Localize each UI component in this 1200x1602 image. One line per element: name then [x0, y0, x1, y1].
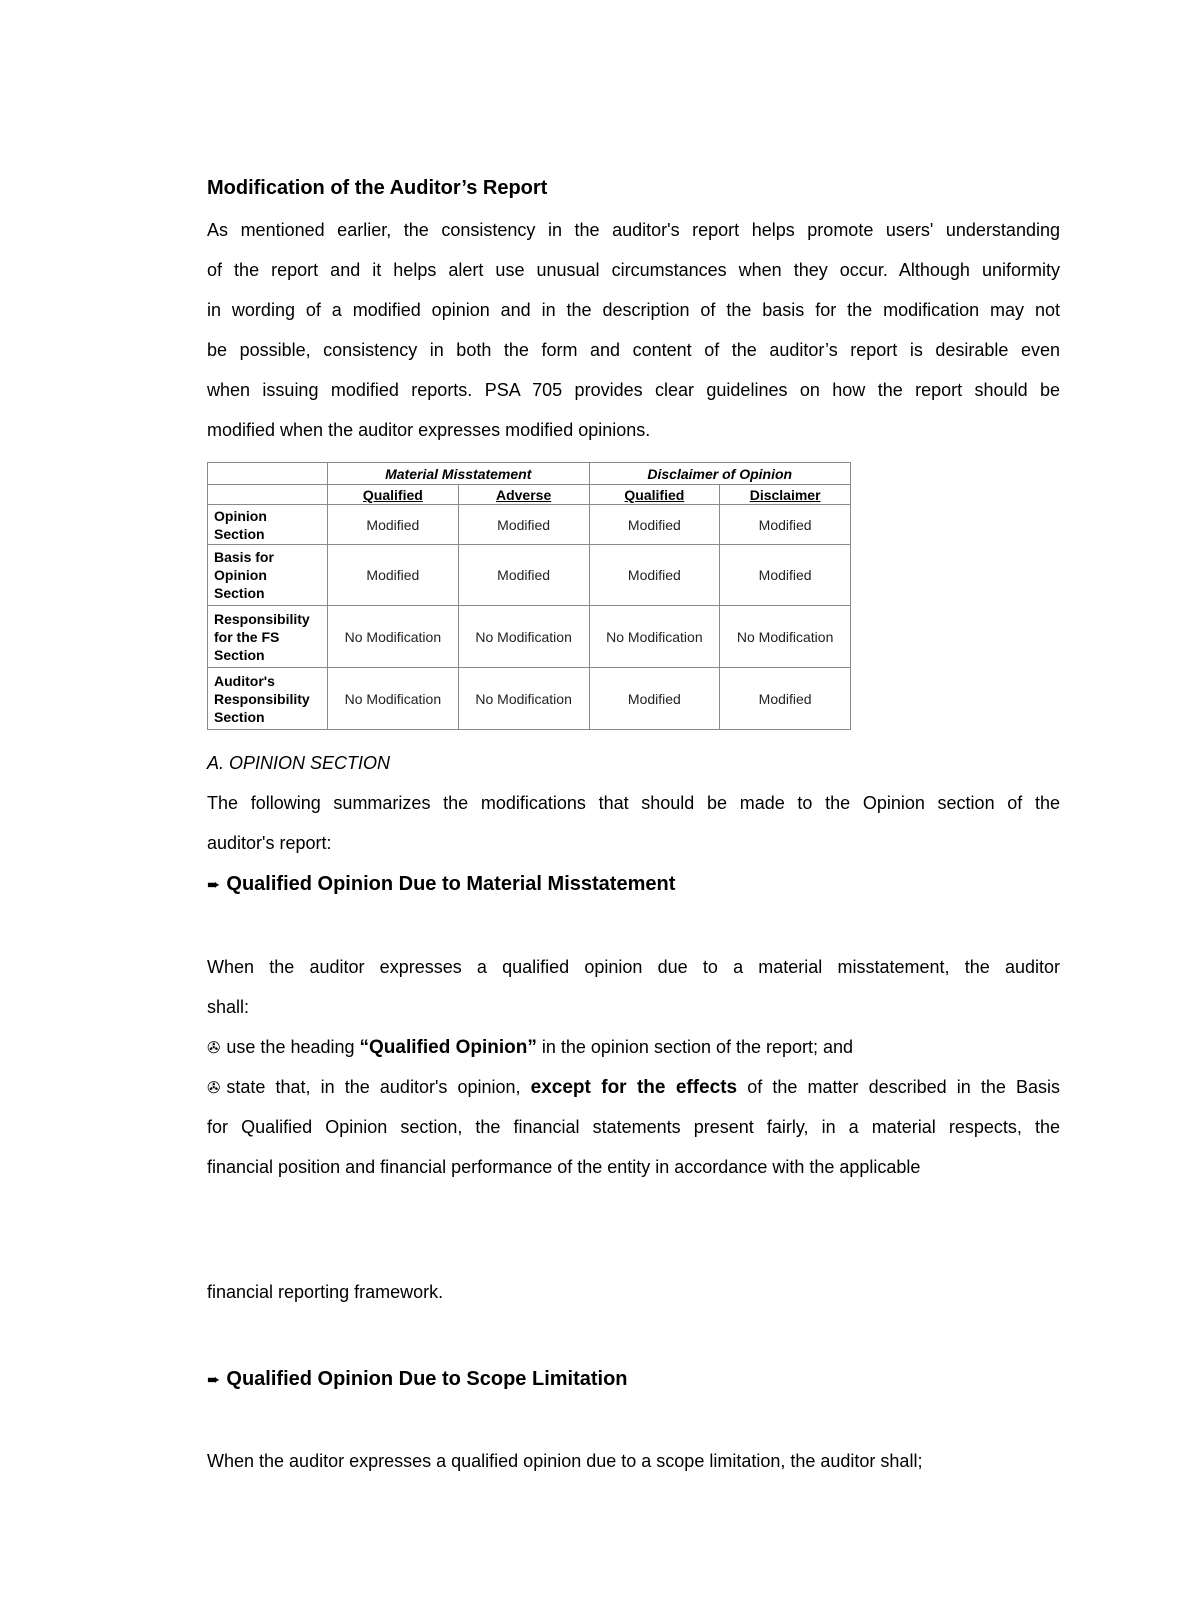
table-corner-cell	[208, 485, 328, 505]
subheader-adverse: Adverse	[458, 485, 589, 505]
table-cell: Modified	[720, 545, 851, 606]
modification-table	[207, 462, 851, 730]
row-label-line: Section	[214, 708, 265, 725]
table-group-row	[208, 463, 851, 485]
item-text-bold: “Qualified Opinion”	[359, 1037, 537, 1058]
arrow-bullet-icon: ➨	[207, 1372, 221, 1389]
intro-line-6: modified when the auditor expresses modified opinions.	[207, 420, 651, 440]
heading-text: Qualified Opinion Due to Material Misstatement	[226, 873, 676, 895]
intro-line-1: As mentioned earlier, the consistency in the auditor's report helps promote users' understanding	[207, 220, 1060, 240]
row-label-line: for the FS	[214, 628, 280, 645]
item-text-after: of the matter described in the Basis	[737, 1077, 1060, 1097]
table-row	[208, 545, 851, 606]
item-text-bold: except for the effects	[530, 1077, 738, 1098]
row-label-line: Section	[214, 585, 265, 601]
row-label	[208, 606, 328, 668]
row-label-line: Section	[214, 646, 265, 663]
intro-line-3: in wording of a modified opinion and in the description of the basis for the modification may not	[207, 300, 1060, 320]
scope-intro: When the auditor expresses a qualified opinion due to a scope limitation, the auditor shall;	[207, 1451, 923, 1471]
table-cell: Modified	[458, 545, 589, 606]
row-label-line: Basis for	[214, 549, 274, 565]
table-row	[208, 606, 851, 668]
section-title: Modification of the Auditor’s Report	[207, 177, 548, 199]
table-cell: No Modification	[328, 668, 459, 730]
item-text-after: in the opinion section of the report; and	[536, 1037, 854, 1057]
item-text-before: state that, in the auditor's opinion,	[226, 1077, 531, 1097]
row-label-line: Opinion	[214, 507, 267, 524]
scope-limitation-heading	[207, 1368, 628, 1391]
row-label-line: Section	[214, 525, 265, 542]
material-misstatement-heading	[207, 873, 675, 896]
item2-line-2: for Qualified Opinion section, the financial statements present fairly, in a material respects, the	[207, 1117, 1060, 1137]
table-cell: Modified	[589, 545, 720, 606]
table-cell: No Modification	[720, 606, 851, 668]
item2-line-3: financial position and financial performance of the entity in accordance with the applicable	[207, 1157, 921, 1177]
material-intro-line-2: shall:	[207, 997, 250, 1017]
table-cell: Modified	[720, 668, 851, 730]
arrow-bullet-icon: ➨	[207, 877, 221, 894]
table-row	[208, 505, 851, 545]
row-label	[208, 668, 328, 730]
intro-line-4: be possible, consistency in both the form and content of the auditor’s report is desirable even	[207, 340, 1060, 360]
table-cell: No Modification	[589, 606, 720, 668]
summary-line-2: auditor's report:	[207, 833, 332, 853]
table-cell: Modified	[589, 505, 720, 545]
material-intro-line-1: When the auditor expresses a qualified opinion due to a material misstatement, the auditor	[207, 957, 1060, 977]
item2-line-4: financial reporting framework.	[207, 1282, 444, 1302]
table-cell: Modified	[328, 505, 459, 545]
table-row	[208, 668, 851, 730]
opinion-section-heading: A. OPINION SECTION	[207, 753, 391, 773]
clapper-bullet-icon: ✇	[207, 1040, 221, 1057]
subheader-qualified: Qualified	[328, 485, 459, 505]
table-cell: No Modification	[458, 606, 589, 668]
item-text-before: use the heading	[226, 1037, 360, 1057]
table-cell: Modified	[720, 505, 851, 545]
clapper-bullet-icon: ✇	[207, 1080, 221, 1097]
group-header-material-misstatement: Material Misstatement	[328, 463, 590, 485]
intro-line-2: of the report and it helps alert use unusual circumstances when they occur. Although uniformity	[207, 260, 1060, 280]
list-item	[207, 1077, 1060, 1099]
group-header-disclaimer-of-opinion: Disclaimer of Opinion	[589, 463, 851, 485]
row-label-line: Responsibility	[214, 610, 310, 627]
table-cell: Modified	[458, 505, 589, 545]
table-subheader-row	[208, 485, 851, 505]
table-cell: No Modification	[328, 606, 459, 668]
subheader-disclaimer: Disclaimer	[720, 485, 851, 505]
row-label-line: Opinion	[214, 567, 267, 583]
summary-line-1: The following summarizes the modifications that should be made to the Opinion section of the	[207, 793, 1060, 813]
row-label-line: Responsibility	[214, 690, 310, 707]
row-label	[208, 505, 328, 545]
list-item	[207, 1037, 853, 1059]
table-cell: Modified	[328, 545, 459, 606]
heading-text: Qualified Opinion Due to Scope Limitation	[226, 1368, 628, 1390]
row-label-line: Auditor's	[214, 672, 275, 689]
intro-line-5: when issuing modified reports. PSA 705 provides clear guidelines on how the report should be	[207, 380, 1060, 400]
table-corner-cell	[208, 463, 328, 485]
subheader-qualified: Qualified	[589, 485, 720, 505]
table-cell: No Modification	[458, 668, 589, 730]
table-cell: Modified	[589, 668, 720, 730]
row-label	[208, 545, 328, 606]
